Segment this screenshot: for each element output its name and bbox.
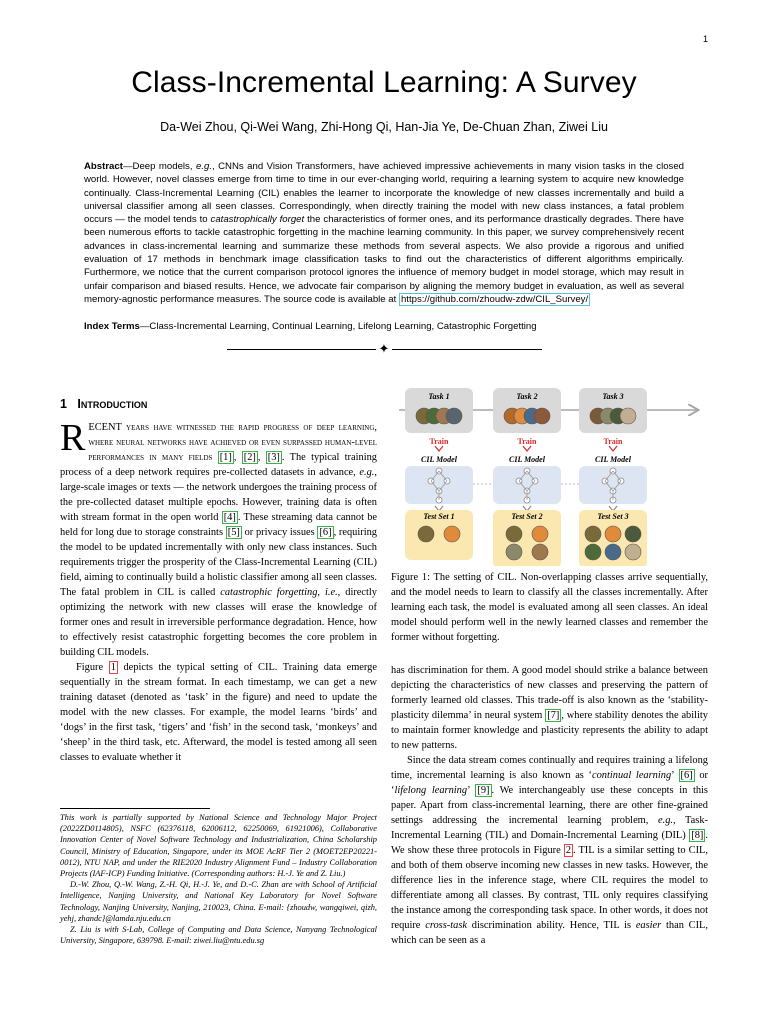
right-text-run: lifelong learning	[394, 785, 468, 796]
test-image-thumb	[532, 544, 548, 560]
right-text-run: cross-task	[425, 920, 467, 931]
intro-text-run: Figure	[76, 662, 109, 673]
intro-text-run: , requiring the model to be updated incrementally with only new class instances. Such requirements trigger the prosperity of the Class-Incremental Learning (CIL) field, aiming to continually build a holistic classifier among all seen classes. The fatal problem in CIL is called	[60, 527, 377, 598]
right-text-run: discrimination ability. Hence, TIL is	[466, 920, 636, 931]
train-arrow-icon	[435, 446, 443, 451]
intro-text-run: i.e.	[324, 587, 338, 598]
footnote-rule	[60, 808, 210, 809]
right-text-run: ’	[467, 785, 476, 796]
task-image-thumb	[446, 408, 462, 424]
figure-ref-link[interactable]: 2	[565, 845, 572, 856]
footnote-affiliation-1: D.-W. Zhou, Q.-W. Wang, Z.-H. Qi, H.-J. Ye, and D.-C. Zhan are with School of Artificial Intelligence, Nanjing University, and National Key Laboratory for Novel Software Technology, Nanjing University, Nanjing, 210023, China. E-mail: {zhoudw, wangqiwei, qizh, yehj, zhandc}@lamda.nju.edu.cn	[60, 880, 377, 923]
citation-link[interactable]: [6]	[319, 527, 332, 538]
test-set-label: Test Set 1	[423, 512, 455, 521]
right-text-run: ’	[671, 770, 679, 781]
test-image-thumb	[605, 526, 621, 542]
test-image-thumb	[605, 544, 621, 560]
footnote-affiliation-2: Z. Liu is with S-Lab, College of Computing and Data Science, Nanyang Technological University, Singapore, 639798. E-mail: ziwei.liu@ntu.edu.sg	[60, 925, 377, 946]
intro-text-run: . These streaming data cannot be held for long due to storage constraints	[60, 512, 378, 538]
abstract-text: , CNNs and Vision Transformers, have achieved impressive achievements in many vision tasks in the closed world. However, novel classes emerge from time to time in our ever-changing world, requiring a learning system to acquire new knowledge continually. Class-Incremental Learning (CIL) enables the learner to incorporate the knowledge of new classes incrementally and build a universal classifier among all seen classes. Correspondingly, when directly training the model with new class instances, a fatal problem occurs — the model tends to	[84, 161, 685, 226]
abstract-text: catastrophically forget	[210, 214, 305, 226]
intro-text-run: , large-scale images or texts — the network undergoes the training process of the pre-collected dataset multiple epochs. However, training data is often with stream format in the open world	[60, 467, 377, 523]
footnote	[60, 812, 377, 946]
drop-cap: R	[60, 417, 86, 459]
figure-ref-link[interactable]: 1	[110, 662, 116, 673]
intro-text-run: depicts the typical setting of CIL. Training data emerge sequentially in the stream format. In each timestamp, we can get a new training dataset (denoted as ‘task’ in the figure) and need to update the model with the new classes. For example, the model learns ‘birds’ and ‘dogs’ in the first task, ‘tigers’ and ‘fish’ in the second task, ‘monkeys’ and ‘sheep’ in the third task, etc. Afterward, the model is tested among all seen classes to evaluate whether it	[60, 662, 377, 763]
abstract-text: e.g.	[195, 161, 212, 172]
page-number: 1	[702, 34, 708, 44]
intro-text	[60, 417, 378, 765]
index-terms	[84, 321, 684, 332]
task-label: Task 3	[602, 392, 624, 401]
index-terms-label: Index Terms	[84, 321, 140, 332]
intro-text-run: ,	[257, 452, 266, 463]
figure-1-caption: Figure 1: The setting of CIL. Non-overlapping classes arrive sequentially, and the model needs to learn to classify all the classes incrementally. After learning each task, the model is evaluated among all seen classes. An ideal model should perform well in the newly learned classes and remember the former without forgetting.	[391, 572, 708, 643]
train-arrow-icon	[523, 446, 531, 451]
intro-text-run: ECENT years have witnessed the rapid progress of deep learning, where neural networks have achieved or even surpassed human-level performances in many fields	[88, 422, 377, 463]
right-text-run: Since the data stream comes continually and requires training a lifelong time, incremental learning is also known as ‘	[391, 755, 708, 781]
task-image-thumb	[534, 408, 550, 424]
test-image-thumb	[444, 526, 460, 542]
intro-paragraph-1	[60, 417, 378, 660]
citation-link[interactable]: [2]	[243, 452, 256, 463]
right-column-text	[391, 663, 708, 948]
source-code-link[interactable]: https://github.com/zhoudw-zdw/CIL_Survey/	[400, 293, 589, 305]
right-text-run: , where stability denotes the ability to maintain former knowledge and plasticity represents the ability to adapt to new patterns.	[391, 710, 708, 751]
test-image-thumb	[585, 526, 601, 542]
section-title: Introduction	[77, 397, 148, 411]
abstract-label: Abstract	[84, 161, 123, 172]
citation-link[interactable]: [4]	[223, 512, 236, 523]
test-image-thumb	[625, 544, 641, 560]
model-label: CIL Model	[509, 455, 545, 464]
paper-title: Class-Incremental Learning: A Survey	[131, 66, 637, 99]
test-image-thumb	[585, 544, 601, 560]
intro-text-run: catastrophic forgetting	[220, 587, 318, 598]
test-image-thumb	[532, 526, 548, 542]
abstract	[84, 160, 684, 306]
citation-link[interactable]: [9]	[477, 785, 490, 796]
citation-link[interactable]: [1]	[219, 452, 232, 463]
train-arrow-icon	[609, 446, 617, 451]
index-terms-text: —Class-Incremental Learning, Continual Learning, Lifelong Learning, Catastrophic Forgetting	[139, 321, 537, 332]
right-text-run: than CIL, which can be seen as a	[391, 920, 709, 946]
abstract-text: —Deep models,	[122, 161, 196, 172]
citation-link[interactable]: [5]	[227, 527, 240, 538]
right-text-run: easier	[635, 920, 662, 931]
section-heading	[60, 397, 147, 411]
citation-link[interactable]: [3]	[267, 452, 280, 463]
model-label: CIL Model	[595, 455, 631, 464]
right-text-run: or ‘	[391, 770, 708, 796]
task-image-thumb	[620, 408, 636, 424]
intro-text-run: ,	[233, 452, 242, 463]
model-label: CIL Model	[421, 455, 457, 464]
task-label: Task 1	[428, 392, 450, 401]
right-paragraph-2	[391, 753, 708, 948]
figure-1-cil-setting	[395, 386, 707, 566]
test-image-thumb	[506, 544, 522, 560]
test-image-thumb	[506, 526, 522, 542]
test-image-thumb	[625, 526, 641, 542]
intro-text-run: e.g.	[359, 467, 375, 478]
intro-text-run: or privacy issues	[241, 527, 318, 538]
task-label: Task 2	[516, 392, 538, 401]
intro-text-run: . The typical training process of a deep network requires pre-collected datasets in advance,	[60, 452, 377, 478]
abstract-text: the characteristics of former ones, and its performance drastically degrades. There have been numerous efforts to tackle catastrophic forgetting in the machine learning community. In this paper, we survey comprehensively recent advances in class-incremental learning and summarize these methods from several aspects. We also provide a rigorous and unified evaluation of 17 methods in benchmark image classification tasks to find out the characteristics of different algorithms empirically. Furthermore, we notice that the current comparison protocol ignores the influence of memory budget in model storage, which may result in unfair comparison and biased results. Hence, we advocate fair comparison by aligning the memory budget in evaluation, as well as several memory-agnostic performance measures. The source code is available at	[84, 214, 684, 305]
citation-link[interactable]: [8]	[691, 830, 704, 841]
intro-text-run: ,	[317, 587, 325, 598]
train-label: Train	[603, 437, 623, 446]
divider-ornament: ✦	[376, 342, 392, 357]
right-text-run: . TIL is a similar setting to CIL, and both of them observe incoming new classes in new tasks. However, the difference lies in the inference stage, where CIL requires the model to differentiate among all classes. By contrast, TIL only requires classifying the instance among the corresponding task space. In other words, it does not require	[391, 845, 708, 931]
right-text-run: . We show these three protocols in Figure	[391, 830, 708, 856]
author-list: Da-Wei Zhou, Qi-Wei Wang, Zhi-Hong Qi, Han-Jia Ye, De-Chuan Zhan, Ziwei Liu	[160, 120, 608, 134]
citation-link[interactable]: [7]	[547, 710, 560, 721]
right-paragraph-1	[391, 663, 708, 753]
train-label: Train	[517, 437, 537, 446]
right-text-run: has discrimination for them. A good model should strike a balance between depicting the characteristics of new classes and preserving the pattern of formerly learned old classes. This trade-off is also known as the ‘stability-plasticity dilemma’ in neural system	[391, 665, 708, 721]
right-text-run: continual learning	[592, 770, 672, 781]
right-text-run: . We interchangeably use these concepts in this paper. Apart from class-incremental learning, there are other fine-grained settings addressing the incremental learning problem,	[391, 785, 708, 826]
right-text-run: , Task-Incremental Learning (TIL) and Domain-Incremental Learning (DIL)	[391, 815, 708, 841]
section-number: 1	[60, 397, 67, 411]
train-label: Train	[429, 437, 449, 446]
right-text-run: e.g.	[658, 815, 674, 826]
test-image-thumb	[418, 526, 434, 542]
test-set-label: Test Set 3	[597, 512, 629, 521]
intro-text-run: , directly optimizing the network with new classes will erase the knowledge of former ones and result in irreversible performance degradation. Hence, how to effectively resist catastrophic forgetting becomes the core problem in building CIL models.	[60, 587, 377, 658]
citation-link[interactable]: [6]	[680, 770, 693, 781]
intro-paragraph-2	[60, 660, 377, 765]
footnote-funding: This work is partially supported by National Science and Technology Major Project (2022ZD0114805), NSFC (62376118, 62006112, 62250069, 61921006), Collaborative Innovation Center of Novel Software Technology and Industrialization, China Scholarship Council, Ministry of Education, Singapore, under its MOE AcRF Tier 2 (MOET2EP20221- 0012), NTU NAP, and under the RIE2020 Industry Alignment Fund – Industry Collaboration Projects (IAF-ICP) Funding Initiative. (Corresponding authors: H.-J. Ye and Z. Liu.)	[60, 813, 377, 879]
test-set-label: Test Set 2	[511, 512, 543, 521]
